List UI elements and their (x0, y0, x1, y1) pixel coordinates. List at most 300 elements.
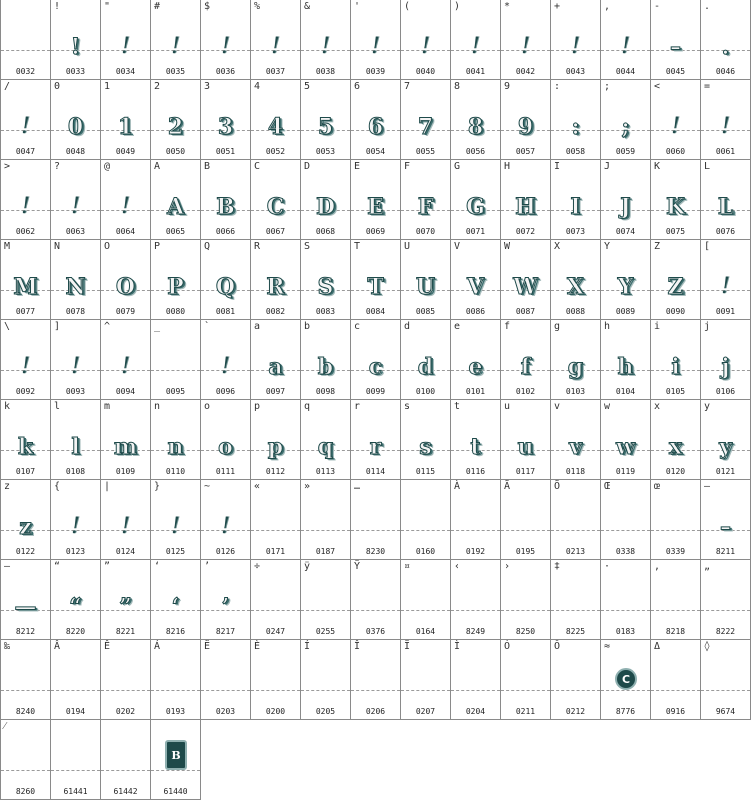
glyph-cell[interactable] (251, 160, 301, 240)
glyph-char-label: m (104, 401, 111, 412)
glyph-code: 0213 (565, 547, 586, 556)
glyph-preview: y (719, 434, 732, 460)
glyph-cell[interactable] (601, 480, 651, 560)
glyph-cell[interactable] (401, 0, 451, 80)
glyph-cell[interactable] (151, 80, 201, 160)
glyph-cell[interactable] (501, 640, 551, 720)
glyph-cell[interactable] (0, 320, 51, 400)
glyph-char-label: D (304, 161, 311, 172)
glyph-code: 0083 (315, 307, 336, 316)
glyph-cell[interactable] (401, 160, 451, 240)
glyph-cell[interactable] (651, 480, 701, 560)
glyph-cell[interactable] (451, 80, 501, 160)
glyph-cell[interactable] (201, 560, 251, 640)
glyph-cell[interactable] (451, 0, 501, 80)
glyph-code: 0064 (115, 227, 136, 236)
glyph-code: 0049 (115, 147, 136, 156)
glyph-cell[interactable] (451, 480, 501, 560)
glyph-cell[interactable] (301, 640, 351, 720)
baseline-guide (551, 610, 600, 611)
baseline-guide (101, 690, 150, 691)
glyph-cell[interactable] (151, 640, 201, 720)
baseline-guide (51, 770, 100, 771)
glyph-cell[interactable] (701, 480, 751, 560)
glyph-code: 0187 (315, 547, 336, 556)
glyph-char-label: È (254, 641, 261, 652)
glyph-char-label: ” (104, 561, 111, 572)
glyph-char-label: q (304, 401, 311, 412)
glyph-cell[interactable] (201, 480, 251, 560)
glyph-code: 0041 (465, 67, 486, 76)
glyph-char-label: C (254, 161, 261, 172)
baseline-guide (401, 610, 450, 611)
glyph-preview: ! (271, 34, 280, 59)
glyph-cell[interactable] (401, 560, 451, 640)
glyph-preview: ! (171, 514, 180, 539)
glyph-cell[interactable] (451, 640, 501, 720)
glyph-cell[interactable] (701, 0, 751, 80)
glyph-cell[interactable] (151, 240, 201, 320)
glyph-cell[interactable] (651, 80, 701, 160)
glyph-cell[interactable] (0, 400, 51, 480)
glyph-cell[interactable] (101, 480, 151, 560)
glyph-code: 0111 (215, 467, 236, 476)
glyph-char-label: p (254, 401, 261, 412)
glyph-cell[interactable] (401, 480, 451, 560)
glyph-preview: k (17, 434, 34, 460)
baseline-guide (151, 690, 200, 691)
glyph-cell[interactable] (301, 320, 351, 400)
glyph-cell[interactable] (601, 0, 651, 80)
glyph-preview: ! (71, 514, 80, 539)
glyph-cell[interactable] (701, 400, 751, 480)
glyph-code: 0032 (15, 67, 36, 76)
glyph-cell[interactable] (551, 320, 601, 400)
glyph-cell[interactable] (151, 400, 201, 480)
glyph-cell[interactable] (251, 320, 301, 400)
glyph-cell[interactable] (151, 160, 201, 240)
glyph-char-label: J (604, 161, 611, 172)
glyph-char-label: & (304, 1, 311, 12)
glyph-char-label: N (54, 241, 61, 252)
glyph-cell[interactable] (601, 160, 651, 240)
glyph-cell[interactable] (701, 240, 751, 320)
glyph-code: 8212 (15, 627, 36, 636)
glyph-cell[interactable] (351, 0, 401, 80)
glyph-code: 0036 (215, 67, 236, 76)
glyph-cell[interactable] (551, 560, 601, 640)
glyph-char-label: « (254, 481, 261, 492)
glyph-code: 0061 (715, 147, 736, 156)
glyph-code: 0094 (115, 387, 136, 396)
glyph-char-label: > (4, 161, 11, 172)
baseline-guide (651, 690, 700, 691)
glyph-cell[interactable] (501, 160, 551, 240)
glyph-cell[interactable] (101, 320, 151, 400)
glyph-cell[interactable] (601, 320, 651, 400)
glyph-cell[interactable] (301, 560, 351, 640)
glyph-code: 0062 (15, 227, 36, 236)
glyph-preview: D (315, 194, 336, 220)
glyph-cell[interactable] (251, 0, 301, 80)
glyph-preview: ! (21, 354, 30, 379)
glyph-char-label: ' (354, 1, 361, 12)
glyph-cell[interactable] (51, 400, 101, 480)
glyph-code: 8222 (715, 627, 736, 636)
glyph-char-label: l (54, 401, 61, 412)
glyph-cell[interactable] (301, 160, 351, 240)
glyph-cell[interactable] (401, 240, 451, 320)
glyph-char-label: _ (154, 321, 161, 332)
glyph-code: 0099 (365, 387, 386, 396)
glyph-cell[interactable] (201, 80, 251, 160)
glyph-code: 0112 (265, 467, 286, 476)
glyph-cell[interactable] (451, 560, 501, 640)
glyph-char-label: P (154, 241, 161, 252)
glyph-char-label: b (304, 321, 311, 332)
glyph-cell[interactable] (301, 400, 351, 480)
glyph-code: 0058 (565, 147, 586, 156)
glyph-preview: 0 (67, 114, 84, 140)
glyph-char-label: u (504, 401, 511, 412)
glyph-preview: Q (215, 274, 236, 300)
glyph-preview: – (670, 34, 681, 60)
glyph-preview: H (515, 194, 536, 220)
glyph-cell[interactable] (101, 160, 151, 240)
glyph-char-label: – (704, 481, 711, 492)
glyph-cell[interactable] (451, 320, 501, 400)
glyph-preview: 9 (517, 114, 534, 140)
glyph-cell[interactable] (51, 560, 101, 640)
glyph-char-label: { (54, 481, 61, 492)
glyph-cell[interactable] (551, 400, 601, 480)
glyph-code: 0376 (365, 627, 386, 636)
glyph-char-label: 0 (54, 81, 61, 92)
glyph-cell[interactable] (701, 320, 751, 400)
glyph-code: 0093 (65, 387, 86, 396)
baseline-guide (701, 610, 750, 611)
glyph-cell[interactable] (351, 160, 401, 240)
glyph-cell[interactable] (601, 560, 651, 640)
glyph-code: 0193 (165, 707, 186, 716)
glyph-code: 0068 (315, 227, 336, 236)
glyph-preview: J (620, 194, 631, 220)
baseline-guide (451, 610, 500, 611)
glyph-char-label: ( (404, 1, 411, 12)
glyph-cell[interactable] (201, 400, 251, 480)
glyph-cell[interactable] (601, 80, 651, 160)
glyph-cell[interactable] (451, 400, 501, 480)
glyph-cell[interactable] (301, 240, 351, 320)
glyph-char-label: 7 (404, 81, 411, 92)
glyph-code: 0192 (465, 547, 486, 556)
glyph-code: 0039 (365, 67, 386, 76)
glyph-cell[interactable] (0, 160, 51, 240)
glyph-code: 0048 (65, 147, 86, 156)
glyph-cell[interactable] (251, 400, 301, 480)
baseline-guide (501, 610, 550, 611)
glyph-cell[interactable] (451, 160, 501, 240)
glyph-cell[interactable] (451, 240, 501, 320)
glyph-preview: P (167, 274, 184, 300)
baseline-guide (601, 610, 650, 611)
glyph-code: 8776 (615, 707, 636, 716)
glyph-char-label: ! (54, 1, 61, 12)
glyph-code: 0076 (715, 227, 736, 236)
glyph-cell[interactable] (701, 80, 751, 160)
glyph-preview: ! (21, 114, 30, 139)
glyph-code: 0339 (665, 547, 686, 556)
glyph-char-label: } (154, 481, 161, 492)
glyph-cell[interactable] (651, 0, 701, 80)
glyph-preview: S (317, 274, 334, 300)
glyph-code: 0109 (115, 467, 136, 476)
glyph-code: 0046 (715, 67, 736, 76)
glyph-cell[interactable] (351, 320, 401, 400)
glyph-preview: ! (171, 34, 180, 59)
glyph-char-label: / (4, 81, 11, 92)
glyph-cell[interactable] (501, 80, 551, 160)
glyph-cell[interactable] (301, 80, 351, 160)
baseline-guide (1, 690, 50, 691)
glyph-preview: : (571, 114, 580, 140)
glyph-cell[interactable] (651, 560, 701, 640)
glyph-preview: h (617, 354, 634, 380)
glyph-char-label: 2 (154, 81, 161, 92)
glyph-cell[interactable] (551, 160, 601, 240)
glyph-cell[interactable] (51, 480, 101, 560)
glyph-cell[interactable] (351, 240, 401, 320)
glyph-cell[interactable] (601, 240, 651, 320)
glyph-preview: ! (321, 34, 330, 59)
glyph-cell[interactable] (551, 240, 601, 320)
glyph-cell[interactable] (601, 400, 651, 480)
glyph-char-label: : (554, 81, 561, 92)
glyph-preview: E (367, 194, 384, 220)
glyph-preview: u (517, 434, 534, 460)
glyph-cell[interactable] (51, 320, 101, 400)
glyph-cell[interactable] (551, 480, 601, 560)
glyph-char-label: Œ (604, 481, 611, 492)
glyph-cell[interactable] (501, 560, 551, 640)
glyph-preview: ” (119, 594, 132, 620)
glyph-code: 8260 (15, 787, 36, 796)
glyph-cell[interactable] (101, 240, 151, 320)
glyph-cell[interactable] (651, 640, 701, 720)
glyph-preview: c (368, 354, 383, 380)
glyph-cell[interactable] (401, 640, 451, 720)
glyph-code: 0078 (65, 307, 86, 316)
glyph-char-label: n (154, 401, 161, 412)
glyph-cell[interactable] (351, 560, 401, 640)
glyph-cell[interactable] (301, 0, 351, 80)
glyph-cell[interactable] (501, 320, 551, 400)
glyph-cell[interactable] (0, 240, 51, 320)
baseline-guide (101, 770, 150, 771)
glyph-char-label: e (454, 321, 461, 332)
glyph-char-label: Ô (554, 641, 561, 652)
glyph-cell[interactable] (651, 320, 701, 400)
glyph-cell[interactable] (601, 640, 651, 720)
glyph-cell[interactable] (101, 400, 151, 480)
glyph-preview: e (468, 354, 483, 380)
glyph-char-label: | (104, 481, 111, 492)
glyph-char-label: k (4, 401, 11, 412)
glyph-code: 0088 (565, 307, 586, 316)
glyph-char-label: c (354, 321, 361, 332)
glyph-preview: C (266, 194, 285, 220)
glyph-code: 8220 (65, 627, 86, 636)
glyph-code: 61441 (63, 787, 88, 796)
glyph-cell[interactable] (151, 720, 201, 800)
glyph-code: 0255 (315, 627, 336, 636)
glyph-cell[interactable] (51, 160, 101, 240)
glyph-char-label: „ (704, 561, 711, 572)
glyph-code: 0070 (415, 227, 436, 236)
glyph-code: 8225 (565, 627, 586, 636)
glyph-cell[interactable] (701, 160, 751, 240)
glyph-code: 0105 (665, 387, 686, 396)
glyph-char-label: ‰ (4, 641, 11, 652)
glyph-cell[interactable] (151, 0, 201, 80)
glyph-char-label: - (654, 1, 661, 12)
glyph-cell[interactable] (0, 480, 51, 560)
glyph-code: 0113 (315, 467, 336, 476)
baseline-guide (251, 690, 300, 691)
glyph-cell[interactable] (201, 640, 251, 720)
glyph-cell[interactable] (501, 240, 551, 320)
glyph-preview: 8 (467, 114, 484, 140)
glyph-code: 61440 (163, 787, 188, 796)
glyph-cell[interactable] (551, 0, 601, 80)
baseline-guide (501, 530, 550, 531)
glyph-cell[interactable] (501, 0, 551, 80)
glyph-code: 0126 (215, 547, 236, 556)
glyph-cell[interactable] (51, 80, 101, 160)
glyph-cell[interactable] (101, 640, 151, 720)
glyph-code: 0171 (265, 547, 286, 556)
glyph-cell[interactable] (351, 400, 401, 480)
glyph-cell[interactable] (101, 0, 151, 80)
glyph-cell[interactable] (401, 400, 451, 480)
glyph-cell[interactable] (151, 560, 201, 640)
glyph-preview: ! (671, 114, 680, 139)
glyph-char-label: S (304, 241, 311, 252)
glyph-code: 9674 (715, 707, 736, 716)
glyph-code: 0194 (65, 707, 86, 716)
glyph-cell[interactable] (351, 640, 401, 720)
glyph-cell[interactable] (301, 480, 351, 560)
glyph-cell[interactable] (101, 80, 151, 160)
glyph-preview: x (668, 434, 683, 460)
glyph-char-label: 9 (504, 81, 511, 92)
glyph-code: 0059 (615, 147, 636, 156)
glyph-cell[interactable] (251, 240, 301, 320)
glyph-cell[interactable] (551, 640, 601, 720)
glyph-cell[interactable] (251, 560, 301, 640)
glyph-cell[interactable] (251, 80, 301, 160)
glyph-char-label: ⁄ (4, 721, 6, 732)
glyph-cell[interactable] (0, 80, 51, 160)
glyph-char-label: y (704, 401, 711, 412)
glyph-code: 0050 (165, 147, 186, 156)
glyph-char-label: ‚ (654, 561, 661, 572)
glyph-code: 8218 (665, 627, 686, 636)
glyph-preview: m (113, 434, 138, 460)
glyph-cell[interactable] (551, 80, 601, 160)
glyph-cell[interactable] (151, 480, 201, 560)
glyph-cell[interactable] (0, 0, 51, 80)
baseline-guide (151, 770, 200, 771)
glyph-code: 0034 (115, 67, 136, 76)
glyph-char-label: x (654, 401, 661, 412)
glyph-cell[interactable] (651, 160, 701, 240)
glyph-code: 0035 (165, 67, 186, 76)
glyph-cell[interactable] (251, 480, 301, 560)
glyph-preview: ! (70, 34, 81, 60)
glyph-preview: — (14, 594, 37, 620)
glyph-code: 0067 (265, 227, 286, 236)
glyph-preview: g (567, 354, 584, 380)
glyph-code: 0052 (265, 147, 286, 156)
glyph-preview: L (717, 194, 734, 220)
baseline-guide (351, 690, 400, 691)
glyph-cell[interactable] (201, 160, 251, 240)
glyph-cell[interactable] (0, 720, 51, 800)
glyph-cell[interactable] (101, 720, 151, 800)
glyph-cell[interactable] (401, 80, 451, 160)
glyph-char-label: ‡ (554, 561, 561, 572)
glyph-char-label: ÿ (304, 561, 311, 572)
glyph-cell[interactable] (351, 480, 401, 560)
glyph-cell[interactable] (501, 400, 551, 480)
baseline-guide (651, 610, 700, 611)
glyph-char-label: R (254, 241, 261, 252)
glyph-cell[interactable] (701, 560, 751, 640)
glyph-cell[interactable] (201, 0, 251, 80)
glyph-cell[interactable] (51, 640, 101, 720)
glyph-cell[interactable] (251, 640, 301, 720)
baseline-guide (301, 610, 350, 611)
glyph-cell[interactable] (101, 560, 151, 640)
glyph-cell[interactable] (0, 560, 51, 640)
glyph-cell[interactable] (51, 0, 101, 80)
glyph-cell[interactable] (351, 80, 401, 160)
glyph-cell[interactable] (651, 400, 701, 480)
glyph-cell[interactable] (651, 240, 701, 320)
glyph-cell[interactable] (51, 720, 101, 800)
glyph-char-label: Á (154, 641, 161, 652)
glyph-cell[interactable] (701, 640, 751, 720)
glyph-cell[interactable] (501, 480, 551, 560)
glyph-preview: ’ (221, 594, 230, 620)
glyph-cell[interactable] (0, 640, 51, 720)
glyph-code: 0043 (565, 67, 586, 76)
glyph-code: 0086 (465, 307, 486, 316)
glyph-code: 0079 (115, 307, 136, 316)
glyph-char-label: H (504, 161, 511, 172)
glyph-cell[interactable] (401, 320, 451, 400)
glyph-preview: M (13, 274, 38, 300)
glyph-code: 0206 (365, 707, 386, 716)
glyph-code: 0089 (615, 307, 636, 316)
glyph-cell[interactable] (201, 240, 251, 320)
glyph-cell[interactable] (51, 240, 101, 320)
glyph-code: 8230 (365, 547, 386, 556)
glyph-cell[interactable] (201, 320, 251, 400)
glyph-cell[interactable] (151, 320, 201, 400)
glyph-preview: ! (71, 194, 80, 219)
